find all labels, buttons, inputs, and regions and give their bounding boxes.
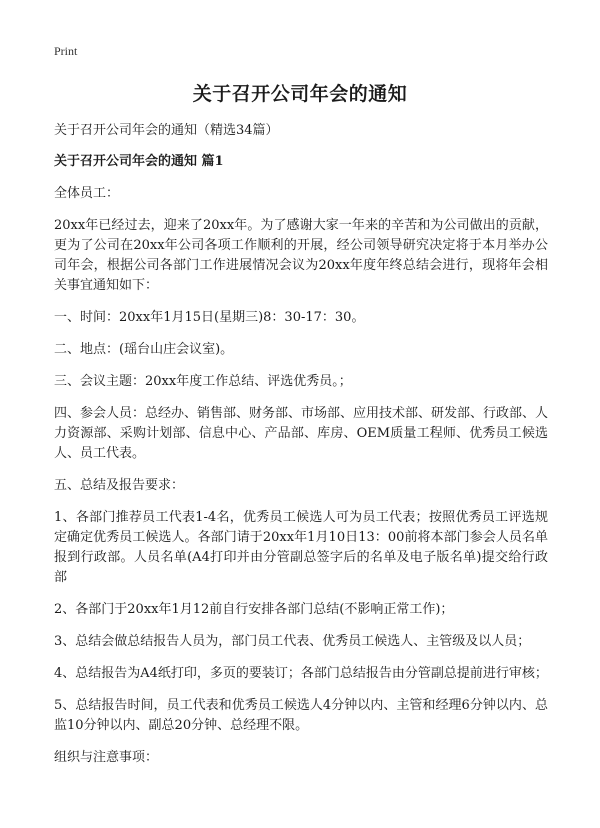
document-title: 关于召开公司年会的通知 <box>192 83 408 105</box>
organization-heading: 组织与注意事项： <box>54 750 159 765</box>
section-heading: 关于召开公司年会的通知 篇1 <box>54 154 224 169</box>
item-attendees: 四、参会人员：总经办、销售部、财务部、市场部、应用技术部、研发部、行政部、人力资源部、采购计划部、信息中心、产品部、库房、OEM质量工程师、优秀员工候选人、员工代表。 <box>54 406 549 461</box>
requirement-3: 3、总结会做总结报告人员为，部门员工代表、优秀员工候选人、主管级及以人员； <box>54 634 531 649</box>
item-requirements-heading: 五、总结及报告要求： <box>54 478 185 493</box>
requirement-4: 4、总结报告为A4纸打印，多页的要装订；各部门总结报告由分管副总提前进行审核； <box>54 666 548 681</box>
requirement-5: 5、总结报告时间，员工代表和优秀员工候选人4分钟以内、主管和经理6分钟以内、总监10分钟以内、副总20分钟、总经理不限。 <box>54 698 548 733</box>
item-theme: 三、会议主题：20xx年度工作总结、评选优秀员。； <box>54 374 352 389</box>
item-time: 一、时间：20xx年1月15日(星期三)8：30-17：30。 <box>54 310 365 325</box>
item-location: 二、地点：(瑶台山庄会议室)。 <box>54 342 234 357</box>
document-body <box>54 121 548 780</box>
document-subtitle: 关于召开公司年会的通知（精选34篇） <box>54 123 279 138</box>
intro-paragraph: 20xx年已经过去，迎来了20xx年。为了感谢大家一年来的辛苦和为公司做出的贡献，更为了公司在20xx年公司各项工作顺利的开展，经公司领导研究决定将于本月举办公司年会，根据公司各部门工作进展情况会议为20xx年度年终总结会进行，现将年会相关事宜通知如下： <box>54 218 548 293</box>
requirement-1: 1、各部门推荐员工代表1-4名，优秀员工候选人可为员工代表；按照优秀员工评选规定确定优秀员工候选人。各部门请于20xx年1月10日13：00前将本部门参会人员名单报到行政部。人员名单(A4打印并由分管副总签字后的名单及电子版名单)提交给行政部 <box>54 510 548 585</box>
salutation: 全体员工： <box>54 186 120 201</box>
requirement-2: 2、各部门于20xx年1月12前自行安排各部门总结(不影响正常工作)； <box>54 602 454 617</box>
print-label: Print <box>54 44 78 58</box>
